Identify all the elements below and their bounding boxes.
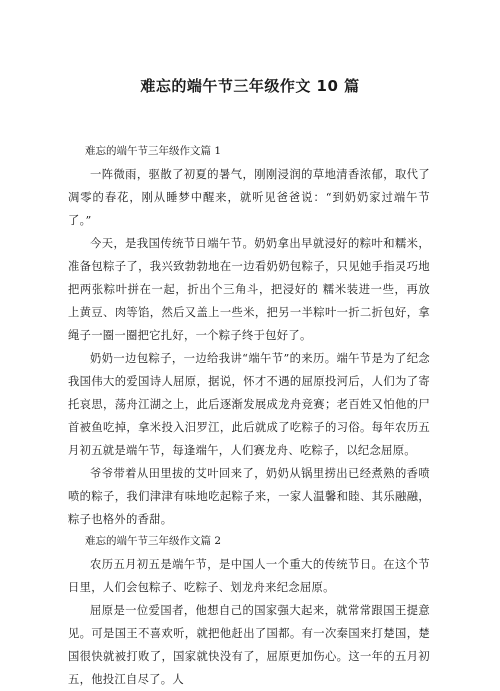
section-heading: 难忘的端午节三年级作文篇 2 (85, 535, 222, 547)
paragraph: 一阵微雨，驱散了初夏的暑气，刚刚浸润的草地清香浓郁，取代了凋零的春花，刚从睡梦中醒来，就听见爸爸说：“到奶奶家过端午节了。” (68, 168, 430, 227)
paragraph: 屈原是一位爱国者，他想自己的国家强大起来，就常常跟国王提意见。可是国王不喜欢听，就把他赶出了国都。有一次秦国来打楚国，楚国很快就被打败了，国家就快没有了，屈原更加伤心。这一年的五月初五，他投江自尽了。人 (68, 604, 430, 686)
paragraph: 今天，是我国传统节日端午节。奶奶拿出早就浸好的粽叶和糯米，准备包粽子了，我兴致勃勃地在一边看奶奶包粽子，只见她手指灵巧地把两张粽叶拼在一起，折出个三角斗，把浸好的 糯米装进一些，再放上黄豆、肉等馅，然后又盖上一些米，把另一半粽叶一折二折包好，拿绳子一圈一圈把它扎好，一个粽子终于包好了。 (68, 237, 430, 342)
paragraph: 奶奶一边包粽子，一边给我讲“端午节”的来历。端午节是为了纪念我国伟大的爱国诗人屈原，据说，怀才不遇的屈原投河后，人们为了寄托哀思，荡舟江湖之上，此后逐渐发展成龙舟竞赛；老百姓又怕他的尸首被鱼吃掉，拿米投入汨罗江，此后就成了吃粽子的习俗。每年农历五月初五就是端午节，每逢端午，人们赛龙舟、吃粽子，以纪念屈原。 (68, 352, 430, 457)
section-heading: 难忘的端午节三年级作文篇 1 (85, 145, 222, 157)
document-body (68, 141, 430, 691)
document-title: 难忘的端午节三年级作文 10 篇 (140, 77, 360, 95)
paragraph: 农历五月初五是端午节，是中国人一个重大的传统节日。在这个节日里，人们会包粽子、吃粽子、划龙舟来纪念屈原。 (68, 558, 430, 594)
paragraph: 爷爷带着从田里拔的艾叶回来了，奶奶从锅里捞出已经煮熟的香喷喷的粽子，我们津津有味地吃起粽子来，一家人温馨和睦、其乐融融，粽子也格外的香甜。 (68, 467, 430, 526)
